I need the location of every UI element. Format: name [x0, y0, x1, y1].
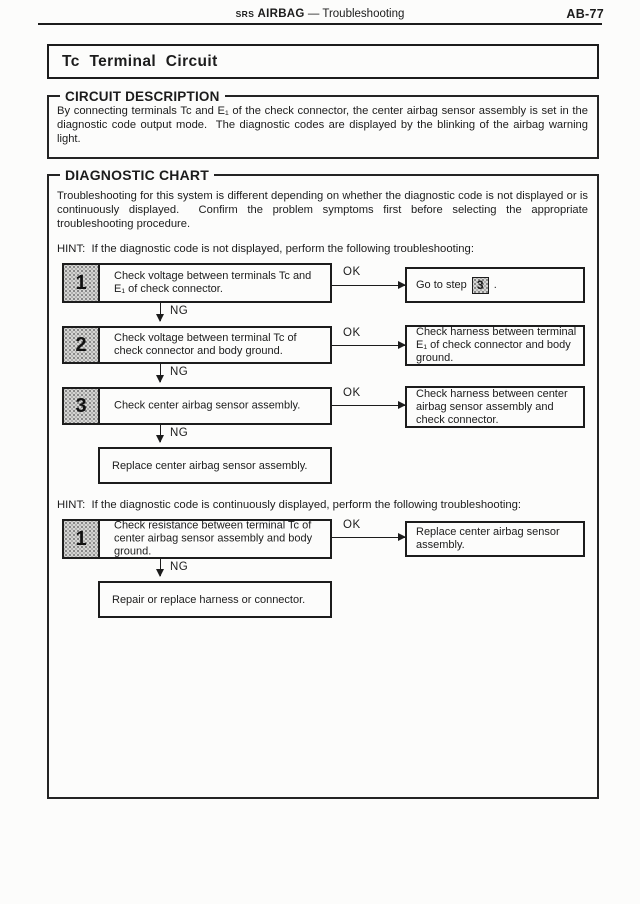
hint-code-not-displayed: HINT: If the diagnostic code is not displayed, perform the following troubleshooting: — [57, 243, 474, 255]
page-header — [0, 8, 640, 20]
flow1-step1-number-box: 1 — [64, 265, 100, 301]
flow1-step1-text: Check voltage between terminals Tc and E₁ of check connector. — [114, 270, 312, 295]
flow2-step1-text: Check resistance between terminal Tc of center airbag sensor assembly and body ground. — [114, 519, 313, 558]
flow1-step3-text: Check center airbag sensor assembly. — [114, 399, 301, 412]
ng-label: NG — [170, 561, 189, 573]
down-arrow-icon — [160, 559, 161, 576]
circuit-description-heading: CIRCUIT DESCRIPTION — [60, 87, 225, 106]
ng-label: NG — [170, 427, 189, 439]
diagnostic-chart-heading: DIAGNOSTIC CHART — [60, 166, 214, 185]
flow1-step2-row — [62, 326, 332, 364]
goto-step-suffix: . — [493, 278, 497, 291]
flow2-step1-number-box: 1 — [64, 521, 100, 557]
circuit-description-body: By connecting terminals Tc and E₁ of the check connector, the center airbag sensor assembly is set in the diagnostic code output mode. The diagnostic codes are displayed by the blinking of the airbag warning light. — [57, 105, 592, 145]
flow2-step1-row — [62, 519, 332, 559]
goto-step-prefix: Go to step — [416, 278, 467, 291]
header-separator: — — [307, 8, 320, 20]
header-subsection-label: Troubleshooting — [322, 8, 405, 20]
flow1-step2-result-box — [405, 325, 585, 366]
diagnostic-chart-intro: Troubleshooting for this system is different depending on whether the diagnostic code is not displayed or is continuously displayed. Confirm the problem symptoms first before selecting the appropriate troubleshooting procedure. — [57, 190, 592, 230]
flow2-final-text: Repair or replace harness or connector. — [112, 593, 306, 606]
right-arrow-icon — [332, 405, 405, 406]
header-section-label: AIRBAG — [257, 8, 305, 20]
down-arrow-icon — [160, 303, 161, 321]
goto-step-number-box: 3 — [472, 277, 489, 294]
flow1-step2-result-text: Check harness between terminal E₁ of check connector and body ground. — [416, 326, 577, 364]
ok-label: OK — [343, 266, 361, 278]
page-number: AB-77 — [566, 7, 604, 21]
flow2-step1-result-box — [405, 521, 585, 557]
flow1-step3-row — [62, 387, 332, 425]
header-rule — [38, 23, 602, 25]
ok-label: OK — [343, 387, 361, 399]
right-arrow-icon — [332, 285, 405, 286]
down-arrow-icon — [160, 364, 161, 382]
flow1-final-text: Replace center airbag sensor assembly. — [112, 459, 308, 472]
hint-code-continuous: HINT: If the diagnostic code is continuously displayed, perform the following troubleshooting: — [57, 499, 522, 511]
ok-label: OK — [343, 327, 361, 339]
flow1-step1-row — [62, 263, 332, 303]
flow1-step3-result-text: Check harness between center airbag sensor assembly and check connector. — [416, 387, 568, 426]
right-arrow-icon — [332, 345, 405, 346]
ng-label: NG — [170, 366, 189, 378]
page-title: Tc Terminal Circuit — [62, 52, 218, 70]
flow1-step3-number-box: 3 — [64, 389, 100, 423]
flow1-final-box — [98, 447, 332, 484]
flow2-step1-result-text: Replace center airbag sensor assembly. — [416, 526, 560, 551]
flow1-step2-text: Check voltage between terminal Tc of check connector and body ground. — [114, 332, 297, 357]
right-arrow-icon — [332, 537, 405, 538]
header-srs-label: SRS — [235, 9, 255, 19]
flow2-final-box — [98, 581, 332, 618]
flow1-step1-result-box — [405, 267, 585, 303]
flow1-step3-result-box — [405, 386, 585, 428]
down-arrow-icon — [160, 425, 161, 442]
ok-label: OK — [343, 519, 361, 531]
page-title-box — [47, 44, 599, 79]
goto-step-line — [416, 277, 579, 294]
flow1-step2-number-box: 2 — [64, 328, 100, 362]
ng-label: NG — [170, 305, 189, 317]
